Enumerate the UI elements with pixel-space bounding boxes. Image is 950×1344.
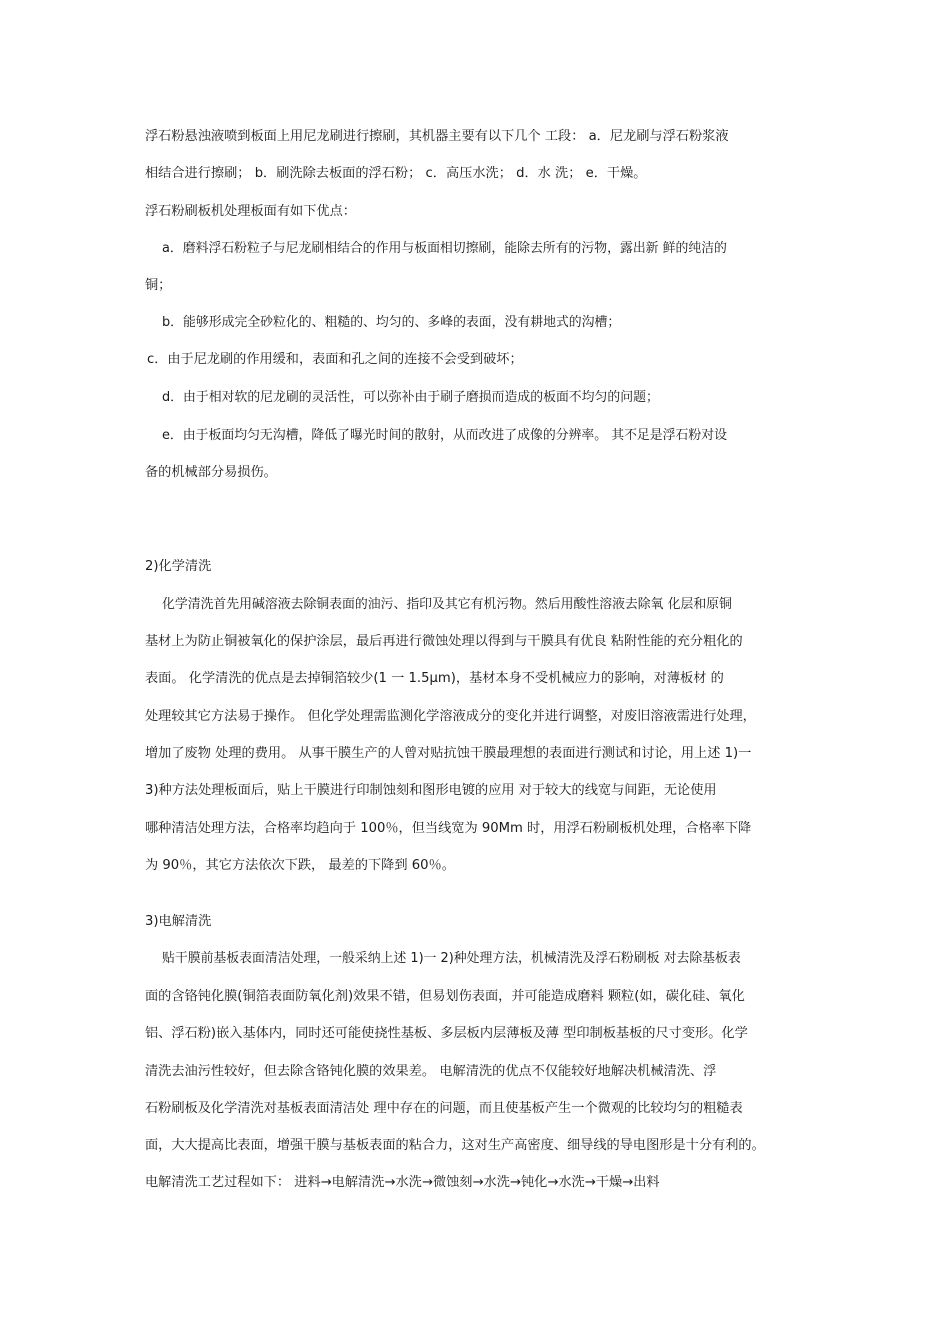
- paragraph-line: 铜；: [145, 278, 172, 293]
- paragraph-line: 备的机械部分易损伤。: [145, 465, 277, 480]
- list-item-b: b．能够形成完全砂粒化的、粗糙的、均匀的、多峰的表面，没有耕地式的沟槽；: [162, 315, 621, 330]
- list-item-c: c．由于尼龙刷的作用缓和，表面和孔之间的连接不会受到破坏；: [147, 352, 523, 367]
- paragraph-line: 贴干膜前基板表面清洁处理，一般采纳上述 1)一 2)种处理方法，机械清洗及浮石粉刷板 对去除基板表: [162, 951, 741, 966]
- paragraph-line: 化学清洗首先用碱溶液去除铜表面的油污、指印及其它有机污物。然后用酸性溶液去除氧 化层和原铜: [162, 597, 732, 612]
- paragraph-line: 相结合进行擦刷； b．刷洗除去板面的浮石粉； c．高压水洗； d．水 洗； e．干燥。: [145, 166, 647, 181]
- list-item-a: a．磨料浮石粉粒子与尼龙刷相结合的作用与板面相切擦刷，能除去所有的污物，露出新 鲜的纯洁的: [162, 241, 727, 256]
- paragraph-line: 3)种方法处理板面后，贴上干膜进行印制蚀刻和图形电镀的应用 对于较大的线宽与间距，无论使用: [145, 783, 717, 798]
- paragraph-line: 石粉刷板及化学清洗对基板表面清洁处 理中存在的问题，而且使基板产生一个微观的比较均匀的粗糙表: [145, 1101, 743, 1116]
- paragraph-line: 增加了废物 处理的费用。 从事干膜生产的人曾对贴抗蚀干膜最理想的表面进行测试和讨论，用上述 1)一: [145, 746, 752, 761]
- list-item-e: e．由于板面均匀无沟槽，降低了曝光时间的散射，从而改进了成像的分辨率。 其不足是浮石粉对设: [162, 428, 727, 443]
- paragraph-line: 清洗去油污性较好，但去除含铬钝化膜的效果差。 电解清洗的优点不仅能较好地解决机械清洗、浮: [145, 1064, 717, 1079]
- paragraph-line: 处理较其它方法易于操作。 但化学处理需监测化学溶液成分的变化并进行调整，对废旧溶液需进行处理，: [145, 709, 756, 724]
- paragraph-line: 浮石粉刷板机处理板面有如下优点：: [145, 204, 356, 219]
- process-flow-line: 电解清洗工艺过程如下： 进料→电解清洗→水洗→微蚀刻→水洗→钝化→水洗→干燥→出料: [145, 1175, 660, 1190]
- paragraph-line: 哪种清洁处理方法，合格率均趋向于 100％，但当线宽为 90Mm 时，用浮石粉刷板机处理，合格率下降: [145, 821, 752, 836]
- section-heading: 2)化学清洗: [145, 559, 212, 574]
- section-heading: 3)电解清洗: [145, 914, 212, 929]
- paragraph-line: 浮石粉悬浊液喷到板面上用尼龙刷进行擦刷，其机器主要有以下几个 工段： a．尼龙刷与浮石粉浆液: [145, 129, 729, 144]
- paragraph-line: 为 90％，其它方法依次下跌， 最差的下降到 60％。: [145, 858, 455, 873]
- paragraph-line: 面的含铬钝化膜(铜箔表面防氧化剂)效果不错，但易划伤表面，并可能造成磨料 颗粒(如，碳化硅、氧化: [145, 989, 745, 1004]
- paragraph-line: 铝、浮石粉)嵌入基体内，同时还可能使挠性基板、多层板内层薄板及薄 型印制板基板的尺寸变形。化学: [145, 1026, 748, 1041]
- paragraph-line: 面，大大提高比表面，增强干膜与基板表面的粘合力，这对生产高密度、细导线的导电图形是十分有利的。: [145, 1138, 765, 1153]
- list-item-d: d．由于相对软的尼龙刷的灵活性，可以弥补由于刷子磨损而造成的板面不均匀的问题；: [162, 390, 659, 405]
- paragraph-line: 基材上为防止铜被氧化的保护涂层，最后再进行微蚀处理以得到与干膜具有优良 粘附性能的充分粗化的: [145, 634, 743, 649]
- paragraph-line: 表面。 化学清洗的优点是去掉铜箔较少(1 一 1.5μm)，基材本身不受机械应力的影响，对薄板材 的: [145, 671, 724, 686]
